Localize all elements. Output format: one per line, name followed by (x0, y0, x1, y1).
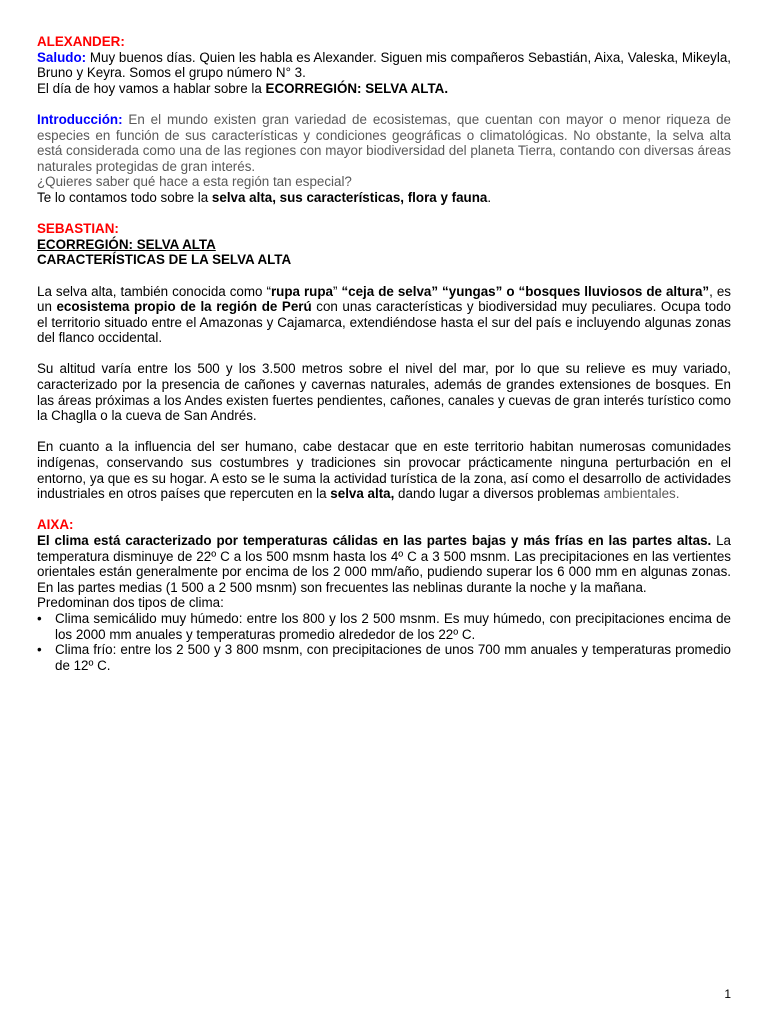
intro-label: Introducción: (37, 111, 123, 127)
p3-c: dando lugar a diversos problemas (394, 486, 600, 502)
list-item-text: Clima semicálido muy húmedo: entre los 800 y los 2 500 msnm. Es muy húmedo, con precipitaciones encima de los 2000 mm anuales y temperaturas promedio alrededor de los 22º C. (55, 610, 731, 642)
list-item-text: Clima frío: entre los 2 500 y 3 800 msnm, con precipitaciones de unos 700 mm anuales y temperaturas promedio de 12º C. (55, 642, 731, 673)
climate-bold: El clima está caracterizado por temperaturas cálidas en las partes bajas y más frías en las partes altas. (37, 533, 712, 548)
climate-paragraph (37, 533, 731, 595)
p1-d: “ceja de selva” “yungas” o “bosques lluviosos de altura” (341, 283, 710, 299)
p1-a: La selva alta, también conocida como “ (37, 283, 271, 299)
topic-pre: El día de hoy vamos a hablar sobre la (37, 80, 266, 96)
list-item (37, 642, 731, 673)
p1-f: ecosistema propio de la región de Perú (56, 299, 312, 315)
document-body (37, 34, 731, 673)
p1-c: ” (332, 283, 342, 299)
speaker-sebastian: SEBASTIAN: (37, 221, 119, 237)
intro-question: ¿Quieres saber qué hace a esta región tan especial? (37, 174, 352, 190)
closing-post: . (487, 189, 492, 205)
intro-paragraph (37, 112, 731, 174)
p1-e: , es un (37, 283, 731, 315)
characteristics-paragraph-2: Su altitud varía entre los 500 y los 3.500 metros sobre el nivel del mar, por lo que su relieve es muy variado, caracterizado por la presencia de cañones y cavernas naturales, además de grandes extensiones de bosques. En las áreas próximas a los Andes existen fuertes pendientes, cañones, canales y cuevas de gran interés turístico como la Chaglla o la cueva de San Andrés. (37, 361, 731, 424)
greeting-text: Muy buenos días. Quien les habla es Alexander. Siguen mis compañeros Sebastián, Aixa, Valeska, Mikeyla, Bruno y Keyra. Somos el grupo número N° 3. (37, 49, 731, 81)
bullet-icon: • (37, 610, 42, 626)
climate-rest: La temperatura disminuye de 22º C a los 500 msnm hasta los 4º C a 3 500 msnm. Las precipitaciones en las vertientes orientales están generalmente por encima de los 2 000 mm/año, pudiendo superar los 6 000 mm en algunas zonas. En las partes medias (1 500 a 2 500 msnm) son frecuentes las neblinas durante la noche y la mañana. (37, 533, 731, 595)
section-heading: ECORREGIÓN: SELVA ALTA (37, 236, 216, 252)
closing-bold: selva alta, sus características, flora y fauna (211, 189, 488, 205)
characteristics-paragraph-3 (37, 439, 731, 501)
climate-types-intro: Predominan dos tipos de clima: (37, 595, 224, 611)
climate-types-list (37, 611, 731, 673)
characteristics-paragraph-1 (37, 284, 731, 346)
p3-a: En cuanto a la influencia del ser humano, cabe destacar que en este territorio habitan numerosas comunidades indígenas, conservando sus costumbres y tradiciones sin provocar prácticamente ninguna perturbación en el entorno, ya que es su hogar. A esto se le suma la actividad turística de la zona, así como el desarrollo de actividades industriales en otros países que repercuten en la (37, 439, 731, 502)
intro-text: En el mundo existen gran variedad de ecosistemas, que cuentan con mayor o menor riqueza de especies en función de sus características y condiciones geográficas o climatológicas. No obstante, la selva alta está considerada como una de las regiones con mayor biodiversidad del planeta Tierra, contando con diversas áreas naturales protegidas de gran interés. (37, 111, 731, 174)
p3-d: ambientales. (599, 486, 680, 502)
greeting-label: Saludo: (37, 49, 87, 65)
p3-b: selva alta, (330, 486, 395, 502)
page-number: 1 (724, 987, 731, 1001)
closing-pre: Te lo contamos todo sobre la (37, 189, 212, 205)
topic-line (37, 81, 731, 97)
subsection-heading: CARACTERÍSTICAS DE LA SELVA ALTA (37, 252, 292, 268)
topic-bold: ECORREGIÓN: SELVA ALTA. (265, 80, 449, 96)
intro-closing (37, 190, 731, 206)
speaker-aixa: AIXA: (37, 517, 74, 533)
list-item (37, 611, 731, 642)
greeting-paragraph (37, 50, 731, 81)
p1-b: rupa rupa (270, 283, 333, 299)
bullet-icon: • (37, 642, 42, 658)
p1-g: con unas características y biodiversidad muy peculiares. Ocupa todo el territorio situado entre el Amazonas y Cajamarca, extendiéndose hasta el sur del país e incluyendo algunas zonas del flanco occidental. (37, 299, 731, 346)
speaker-alexander: ALEXANDER: (37, 34, 125, 49)
